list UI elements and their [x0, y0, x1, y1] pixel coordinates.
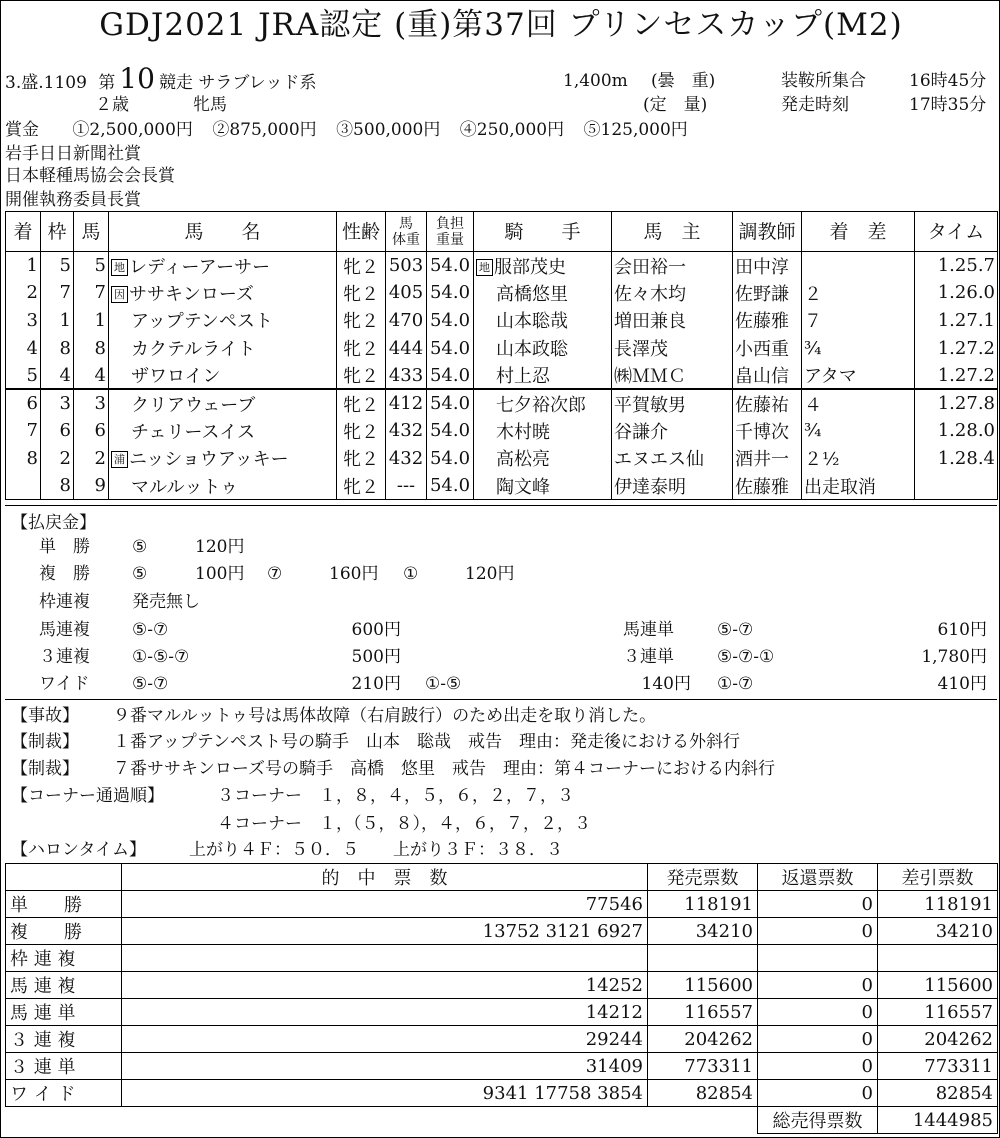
sold-count-cell: 34210 — [648, 918, 758, 945]
vote-total-blank — [6, 1107, 758, 1134]
owner-cell: 佐々木均 — [612, 279, 733, 307]
rank-cell: 6 — [6, 389, 41, 417]
col-body-weight-top: 馬 — [399, 215, 413, 232]
jockey-name: 山本聡哉 — [496, 311, 568, 333]
furlong-label: 【ハロンタイム】 — [11, 840, 146, 860]
col-horse-name: 馬 名 — [109, 212, 337, 252]
trainer-cell: 田中淳 — [733, 252, 802, 280]
gather-time: 16時45分 — [909, 71, 987, 91]
body-weight-cell: 432 — [386, 417, 427, 445]
wide-no-3: ①-⑦ — [717, 674, 754, 694]
vote-header-net: 差引票数 — [878, 864, 998, 891]
refund-count-cell: 0 — [758, 1026, 878, 1053]
hit-count-cell — [122, 945, 648, 972]
jockey-name: 木村暁 — [496, 421, 550, 443]
sex-age-cell: 牝２ — [337, 472, 386, 500]
wide-label: ワイド — [39, 674, 90, 694]
owner-cell: 増田兼良 — [612, 307, 733, 335]
body-weight-cell: 503 — [386, 252, 427, 280]
owner-cell: 会田裕一 — [612, 252, 733, 280]
col-horse-no: 馬 — [74, 212, 109, 252]
affiliation-mark: 浦 — [111, 451, 128, 468]
body-weight-cell: --- — [386, 472, 427, 500]
frame-cell: 7 — [41, 279, 74, 307]
horse-name-cell — [109, 472, 337, 500]
time-cell: 1.25.7 — [915, 252, 998, 280]
result-table — [5, 211, 998, 500]
vote-row — [6, 1026, 998, 1053]
horse-no-cell: 3 — [74, 389, 109, 417]
owner-cell: 谷謙介 — [612, 417, 733, 445]
race-number: 10 — [119, 62, 155, 95]
hit-count-cell: 14252 — [122, 972, 648, 999]
margin-cell: ２½ — [802, 445, 915, 473]
frame-cell: 3 — [41, 389, 74, 417]
weather-track: (曇 重) — [651, 71, 716, 91]
refund-count-cell: 0 — [758, 918, 878, 945]
sanrentan-amount: 1,780円 — [921, 647, 987, 667]
time-cell — [915, 472, 998, 500]
load-weight-cell: 54.0 — [427, 472, 474, 500]
net-count-cell: 118191 — [878, 891, 998, 918]
race-sex: 牝馬 — [193, 95, 227, 115]
body-weight-cell: 432 — [386, 445, 427, 473]
jockey-cell — [474, 307, 612, 335]
result-row — [6, 417, 998, 445]
frame-cell: 6 — [41, 417, 74, 445]
horse-name-cell — [109, 334, 337, 362]
jockey-cell — [474, 334, 612, 362]
wide-amount-3: 410円 — [937, 674, 987, 694]
result-row — [6, 279, 998, 307]
load-weight-cell: 54.0 — [427, 279, 474, 307]
sex-age-cell: 牝２ — [337, 334, 386, 362]
umaren-amount: 600円 — [351, 620, 401, 640]
col-jockey: 騎 手 — [474, 212, 612, 252]
sex-age-cell: 牝２ — [337, 362, 386, 390]
net-count-cell: 204262 — [878, 1026, 998, 1053]
sanrentan-no: ⑤-⑦-① — [717, 647, 775, 667]
jockey-name: 服部茂史 — [494, 256, 566, 278]
horse-no-cell: 7 — [74, 279, 109, 307]
bet-type-cell: 馬 連 単 — [6, 999, 122, 1026]
payout-heading: 【払戻金】 — [11, 513, 96, 533]
vote-row — [6, 945, 998, 972]
prize-2: ②875,000円 — [212, 120, 317, 140]
wide-amount-1: 210円 — [351, 674, 401, 694]
jockey-cell — [474, 252, 612, 280]
time-cell: 1.26.0 — [915, 279, 998, 307]
result-row — [6, 252, 998, 280]
rank-cell: 2 — [6, 279, 41, 307]
load-weight-cell: 54.0 — [427, 389, 474, 417]
body-weight-cell: 433 — [386, 362, 427, 390]
rank-cell: 1 — [6, 252, 41, 280]
sanction-1-label: 【制裁】 — [11, 732, 79, 752]
jockey-cell — [474, 362, 612, 390]
jockey-cell — [474, 445, 612, 473]
fukusho-amount-1: 100円 — [195, 564, 245, 584]
trainer-cell: 千博次 — [733, 417, 802, 445]
sold-count-cell: 116557 — [648, 999, 758, 1026]
margin-cell — [802, 252, 915, 280]
col-time: タイム — [915, 212, 998, 252]
horse-name: チェリースイス — [131, 421, 256, 443]
result-row — [6, 307, 998, 335]
owner-cell: 平賀敏男 — [612, 389, 733, 417]
horse-name: アップテンペスト — [131, 311, 273, 333]
jockey-name: 村上忍 — [496, 366, 550, 388]
prize-5: ⑤125,000円 — [583, 120, 688, 140]
vote-row — [6, 972, 998, 999]
sex-age-cell: 牝２ — [337, 279, 386, 307]
vote-body — [6, 864, 998, 1134]
prize-label: 賞金 — [5, 120, 39, 140]
fukusho-no-1: ⑤ — [132, 564, 148, 584]
umaren-no: ⑤-⑦ — [132, 620, 169, 640]
refund-count-cell: 0 — [758, 891, 878, 918]
trainer-cell: 佐藤雅 — [733, 472, 802, 500]
horse-name-cell — [109, 307, 337, 335]
total-label: 総売得票数 — [758, 1107, 878, 1134]
body-weight-cell: 412 — [386, 389, 427, 417]
divider — [5, 699, 997, 700]
trainer-cell: 佐藤雅 — [733, 307, 802, 335]
sex-age-cell: 牝２ — [337, 389, 386, 417]
horse-name: ニッショウアッキー — [129, 449, 289, 471]
affiliation-mark: 地 — [111, 259, 128, 276]
rank-cell: 5 — [6, 362, 41, 390]
wide-no-2: ①-⑤ — [425, 674, 462, 694]
net-count-cell: 773311 — [878, 1053, 998, 1080]
sanrentan-label: ３連単 — [623, 647, 674, 667]
owner-cell: エヌエス仙 — [612, 445, 733, 473]
tansho-amount: 120円 — [195, 537, 245, 557]
race-age: ２歳 — [95, 95, 129, 115]
refund-count-cell: 0 — [758, 999, 878, 1026]
hit-count-cell: 13752 3121 6927 — [122, 918, 648, 945]
margin-cell: アタマ — [802, 362, 915, 390]
margin-cell: ４ — [802, 389, 915, 417]
hit-count-cell: 9341 17758 3854 — [122, 1080, 648, 1107]
time-cell: 1.27.1 — [915, 307, 998, 335]
bet-type-cell: 馬 連 複 — [6, 972, 122, 999]
load-weight-cell: 54.0 — [427, 252, 474, 280]
sanrenpuku-amount: 500円 — [351, 647, 401, 667]
wide-no-1: ⑤-⑦ — [132, 674, 169, 694]
prize-line — [5, 119, 688, 141]
col-frame: 枠 — [41, 212, 74, 252]
award-2: 日本軽種馬協会会長賞 — [5, 166, 175, 186]
sex-age-cell: 牝２ — [337, 445, 386, 473]
umaren-label: 馬連複 — [39, 620, 90, 640]
vote-header-hit: 的 中 票 数 — [122, 864, 648, 891]
umatan-amount: 610円 — [937, 620, 987, 640]
result-header-row — [6, 212, 998, 252]
vote-header-sold: 発売票数 — [648, 864, 758, 891]
fukusho-no-3: ① — [403, 564, 419, 584]
vote-row — [6, 999, 998, 1026]
owner-cell: 伊達泰明 — [612, 472, 733, 500]
sanrenpuku-no: ①-⑤-⑦ — [132, 647, 190, 667]
sex-age-cell: 牝２ — [337, 417, 386, 445]
net-count-cell: 116557 — [878, 999, 998, 1026]
col-margin: 着 差 — [802, 212, 915, 252]
body-weight-cell: 405 — [386, 279, 427, 307]
col-load-weight — [427, 212, 474, 252]
wakuren-label: 枠連複 — [39, 592, 90, 612]
horse-no-cell: 4 — [74, 362, 109, 390]
time-cell: 1.27.2 — [915, 334, 998, 362]
race-class: 競走 サラブレッド系 — [158, 73, 317, 93]
horse-name-cell — [109, 279, 337, 307]
time-cell: 1.28.0 — [915, 417, 998, 445]
jockey-cell — [474, 417, 612, 445]
sold-count-cell: 118191 — [648, 891, 758, 918]
frame-cell: 1 — [41, 307, 74, 335]
col-sex-age: 性齢 — [337, 212, 386, 252]
divider — [5, 505, 997, 506]
start-time: 17時35分 — [909, 95, 987, 115]
bet-type-cell: 単 勝 — [6, 891, 122, 918]
jockey-cell — [474, 389, 612, 417]
vote-row — [6, 891, 998, 918]
load-weight-cell: 54.0 — [427, 362, 474, 390]
award-1: 岩手日日新聞社賞 — [5, 144, 141, 164]
horse-name: マルルットゥ — [131, 476, 239, 498]
rank-cell: 4 — [6, 334, 41, 362]
vote-header-row — [6, 864, 998, 891]
corner-4: ４コーナー １，（５，８），４，６，７，２，３ — [217, 814, 591, 834]
horse-name-cell — [109, 252, 337, 280]
hit-count-cell: 77546 — [122, 891, 648, 918]
fukusho-label: 複 勝 — [39, 564, 90, 584]
award-3: 開催執務委員長賞 — [5, 190, 141, 210]
load-weight-cell: 54.0 — [427, 417, 474, 445]
sold-count-cell: 82854 — [648, 1080, 758, 1107]
rank-cell: 8 — [6, 445, 41, 473]
vote-row — [6, 1053, 998, 1080]
horse-name-cell — [109, 362, 337, 390]
start-label: 発走時刻 — [781, 95, 849, 115]
col-owner: 馬 主 — [612, 212, 733, 252]
affiliation-mark: 因 — [111, 286, 128, 303]
horse-no-cell: 2 — [74, 445, 109, 473]
frame-cell: 4 — [41, 362, 74, 390]
vote-row — [6, 918, 998, 945]
net-count-cell: 115600 — [878, 972, 998, 999]
fukusho-amount-3: 120円 — [465, 564, 515, 584]
horse-no-cell: 9 — [74, 472, 109, 500]
weight-rule: (定 量) — [643, 95, 708, 115]
vote-header-refund: 返還票数 — [758, 864, 878, 891]
hit-count-cell: 14212 — [122, 999, 648, 1026]
result-row — [6, 334, 998, 362]
sold-count-cell: 115600 — [648, 972, 758, 999]
net-count-cell — [878, 945, 998, 972]
time-cell: 1.27.2 — [915, 362, 998, 390]
col-trainer: 調教師 — [733, 212, 802, 252]
sold-count-cell: 204262 — [648, 1026, 758, 1053]
frame-cell: 2 — [41, 445, 74, 473]
bet-type-cell: ３ 連 単 — [6, 1053, 122, 1080]
jockey-name: 七夕裕次郎 — [496, 394, 586, 416]
race-prefix: 第 — [98, 73, 116, 93]
body-weight-cell: 444 — [386, 334, 427, 362]
sex-age-cell: 牝２ — [337, 252, 386, 280]
result-row — [6, 472, 998, 500]
sanction-1-text: １番アップテンペスト号の騎手 山本 聡哉 戒告 理由：発走後における外斜行 — [113, 732, 740, 752]
trainer-cell: 畠山信 — [733, 362, 802, 390]
body-weight-cell: 470 — [386, 307, 427, 335]
rank-cell: 7 — [6, 417, 41, 445]
vote-row — [6, 1080, 998, 1107]
time-cell: 1.28.4 — [915, 445, 998, 473]
jockey-name: 高松亮 — [496, 449, 550, 471]
jockey-name: 山本政聡 — [496, 339, 568, 361]
wide-amount-2: 140円 — [641, 674, 691, 694]
bet-type-cell: 複 勝 — [6, 918, 122, 945]
margin-cell: ¾ — [802, 334, 915, 362]
furlong-text: 上がり４Ｆ：５０．５ 上がり３Ｆ：３８．３ — [189, 840, 563, 860]
trainer-cell: 佐野謙 — [733, 279, 802, 307]
corner-3: ３コーナー １，８，４，５，６，２，７，３ — [217, 786, 574, 806]
umatan-label: 馬連単 — [623, 620, 674, 640]
race-title: GDJ2021 JRA認定 (重)第37回 プリンセスカップ(M2) — [99, 7, 903, 43]
race-meet-line — [5, 62, 317, 95]
result-body — [6, 252, 998, 500]
net-count-cell: 34210 — [878, 918, 998, 945]
prize-4: ④250,000円 — [459, 120, 565, 140]
col-body-weight — [386, 212, 427, 252]
result-row — [6, 389, 998, 417]
trainer-cell: 酒井一 — [733, 445, 802, 473]
refund-count-cell — [758, 945, 878, 972]
jockey-cell — [474, 472, 612, 500]
horse-no-cell: 6 — [74, 417, 109, 445]
col-load-weight-top: 負担 — [436, 215, 464, 232]
meet-code: 3.盛.1109 — [5, 73, 87, 93]
sold-count-cell: 773311 — [648, 1053, 758, 1080]
margin-cell: ２ — [802, 279, 915, 307]
owner-cell: ㈱ＭＭＣ — [612, 362, 733, 390]
frame-cell: 8 — [41, 472, 74, 500]
horse-no-cell: 1 — [74, 307, 109, 335]
refund-count-cell: 0 — [758, 1053, 878, 1080]
sold-count-cell — [648, 945, 758, 972]
vote-table — [5, 863, 998, 1134]
corner-label: 【コーナー通過順】 — [11, 786, 164, 806]
horse-no-cell: 8 — [74, 334, 109, 362]
jockey-name: 高橋悠里 — [496, 283, 568, 305]
horse-name-cell — [109, 417, 337, 445]
total-value: 1444985 — [878, 1107, 998, 1134]
prize-1: ①2,500,000円 — [72, 120, 193, 140]
result-row — [6, 362, 998, 390]
gather-label: 装鞍所集合 — [781, 71, 866, 91]
wakuren-value: 発売無し — [132, 592, 200, 612]
hit-count-cell: 31409 — [122, 1053, 648, 1080]
sanrenpuku-label: ３連複 — [39, 647, 90, 667]
horse-name: ザワロイン — [131, 366, 221, 388]
bet-type-cell: 枠 連 複 — [6, 945, 122, 972]
col-load-weight-bottom: 重量 — [436, 231, 464, 248]
race-distance: 1,400m — [563, 71, 628, 91]
refund-count-cell: 0 — [758, 1080, 878, 1107]
umatan-no: ⑤-⑦ — [717, 620, 754, 640]
result-row — [6, 445, 998, 473]
sex-age-cell: 牝２ — [337, 307, 386, 335]
jockey-name: 陶文峰 — [496, 476, 550, 498]
hit-count-cell: 29244 — [122, 1026, 648, 1053]
owner-cell: 長澤茂 — [612, 334, 733, 362]
margin-cell: 出走取消 — [802, 472, 915, 500]
frame-cell: 8 — [41, 334, 74, 362]
tansho-no: ⑤ — [132, 537, 148, 557]
jockey-cell — [474, 279, 612, 307]
horse-no-cell: 5 — [74, 252, 109, 280]
prize-3: ③500,000円 — [336, 120, 441, 140]
bet-type-cell: ３ 連 複 — [6, 1026, 122, 1053]
horse-name-cell — [109, 445, 337, 473]
trainer-cell: 小西重 — [733, 334, 802, 362]
tansho-label: 単 勝 — [39, 537, 90, 557]
vote-total-row — [6, 1107, 998, 1134]
refund-count-cell: 0 — [758, 972, 878, 999]
rank-cell — [6, 472, 41, 500]
fukusho-amount-2: 160円 — [329, 564, 379, 584]
net-count-cell: 82854 — [878, 1080, 998, 1107]
horse-name: カクテルライト — [131, 339, 256, 361]
time-cell: 1.27.8 — [915, 389, 998, 417]
load-weight-cell: 54.0 — [427, 445, 474, 473]
rank-cell: 3 — [6, 307, 41, 335]
sanction-2-text: ７番ササキンローズ号の騎手 高橋 悠里 戒告 理由：第４コーナーにおける内斜行 — [113, 759, 775, 779]
horse-name: レディーアーサー — [129, 256, 271, 278]
horse-name-cell — [109, 389, 337, 417]
accident-text: ９番マルルットゥ号は馬体故障（右肩跛行）のため出走を取り消した。 — [113, 706, 657, 726]
load-weight-cell: 54.0 — [427, 307, 474, 335]
sanction-2-label: 【制裁】 — [11, 759, 79, 779]
frame-cell: 5 — [41, 252, 74, 280]
col-rank: 着 — [6, 212, 41, 252]
margin-cell: ７ — [802, 307, 915, 335]
vote-header-blank — [6, 864, 122, 891]
horse-name: ササキンローズ — [129, 283, 254, 305]
horse-name: クリアウェーブ — [131, 394, 256, 416]
accident-label: 【事故】 — [11, 706, 79, 726]
fukusho-no-2: ⑦ — [267, 564, 283, 584]
jockey-affiliation-mark: 地 — [476, 259, 493, 276]
bet-type-cell: ワ イ ド — [6, 1080, 122, 1107]
margin-cell: ¾ — [802, 417, 915, 445]
col-body-weight-bottom: 体重 — [392, 231, 420, 248]
load-weight-cell: 54.0 — [427, 334, 474, 362]
trainer-cell: 佐藤祐 — [733, 389, 802, 417]
